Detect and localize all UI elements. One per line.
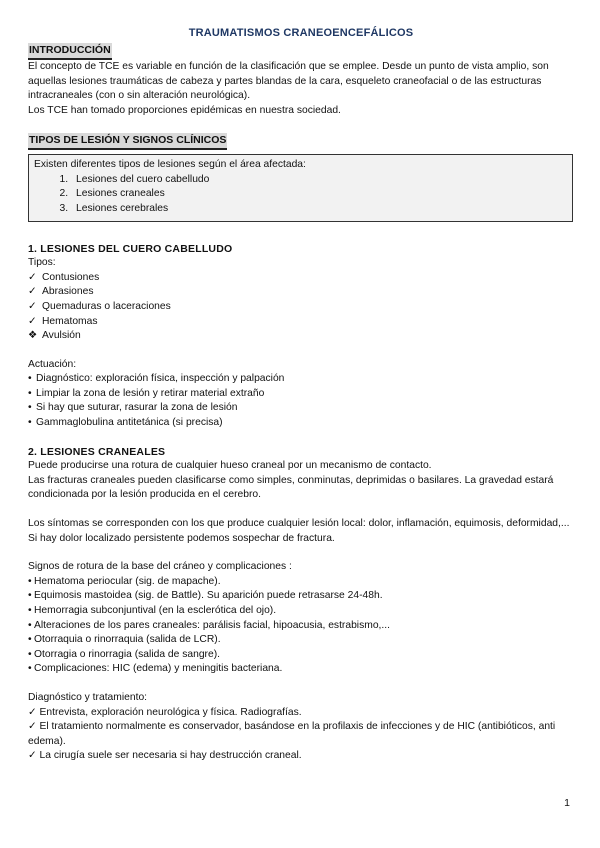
intro-paragraph: El concepto de TCE es variable en función de la clasificación que se emplee. Desde un punto de vista amplio, son aquellas lesiones traumáticas de cabeza y partes blandas de la cara, esqueleto craneofacial o de las estructuras intracraneales (con o sin alteración neurológica). — [28, 61, 549, 102]
scalp-actions-list — [28, 372, 574, 430]
scalp-heading: 1. LESIONES DEL CUERO CABELLUDO — [28, 242, 233, 255]
list-item: ✓ Quemaduras o laceraciones — [28, 300, 574, 315]
list-item: 3. Lesiones cerebrales — [71, 202, 567, 217]
types-box-intro: Existen diferentes tipos de lesiones según el área afectada: — [34, 159, 306, 171]
bullet-icon: • — [28, 417, 32, 429]
scalp-section — [28, 242, 574, 431]
list-item: • Equimosis mastoidea (sig. de Battle). Su aparición puede retrasarse 24-48h. — [28, 589, 574, 604]
bullet-icon: • — [28, 402, 32, 414]
bullet-icon: • — [28, 634, 32, 646]
check-icon: ✓ — [28, 706, 40, 718]
list-item: ❖ Avulsión — [28, 329, 574, 344]
intro-paragraph: Los TCE han tomado proporciones epidémicas en nuestra sociedad. — [28, 104, 341, 116]
bullet-icon: • — [28, 648, 32, 660]
list-item: ✓ Abrasiones — [28, 285, 574, 300]
list-item: • Otorraquia o rinorraquia (salida de LCR). — [28, 633, 574, 648]
check-icon: ✓ — [28, 750, 40, 762]
cranial-section — [28, 445, 574, 764]
list-item: • Diagnóstico: exploración física, inspección y palpación — [28, 372, 574, 387]
list-item: • Gammaglobulina antitetánica (si precisa) — [28, 416, 574, 431]
bullet-icon: • — [28, 575, 32, 587]
list-item: ✓ El tratamiento normalmente es conservador, basándose en la profilaxis de infecciones y de HIC (antibióticos, anti edema). — [28, 721, 556, 747]
list-item: • Hematoma periocular (sig. de mapache). — [28, 575, 574, 590]
types-box — [28, 154, 573, 221]
cranial-treatment-label: Diagnóstico y tratamiento: — [28, 691, 148, 703]
types-section — [28, 133, 574, 222]
list-item: • Complicaciones: HIC (edema) y meningitis bacteriana. — [28, 662, 574, 677]
cranial-paragraph: Puede producirse una rotura de cualquier hueso craneal por un mecanismo de contacto. — [28, 460, 432, 472]
bullet-icon: • — [28, 387, 32, 399]
list-item: ✓ Entrevista, exploración neurológica y física. Radiografías. — [28, 706, 302, 718]
types-heading: TIPOS DE LESIÓN Y SIGNOS CLÍNICOS — [28, 133, 227, 151]
list-item: • Hemorragia subconjuntival (en la esclerótica del ojo). — [28, 604, 574, 619]
cranial-signs-label: Signos de rotura de la base del cráneo y complicaciones : — [28, 561, 292, 573]
list-item: 1. Lesiones del cuero cabelludo — [71, 173, 567, 188]
list-item: ✓ Hematomas — [28, 315, 574, 330]
list-item: ✓ Contusiones — [28, 271, 574, 286]
list-item: ✓ La cirugía suele ser necesaria si hay destrucción craneal. — [28, 750, 302, 762]
bullet-icon: • — [28, 373, 32, 385]
page-number: 1 — [564, 797, 570, 809]
list-item: • Alteraciones de los pares craneales: parálisis facial, hipoacusia, estrabismo,... — [28, 619, 574, 634]
scalp-types-list — [28, 271, 574, 344]
check-icon: ✓ — [28, 300, 37, 312]
check-icon: ✓ — [28, 721, 40, 733]
intro-section — [28, 43, 574, 119]
check-icon: ✓ — [28, 286, 37, 298]
diamond-bullet-icon: ❖ — [28, 330, 38, 342]
scalp-action-label: Actuación: — [28, 358, 77, 370]
bullet-icon: • — [28, 590, 32, 602]
cranial-signs-list — [28, 575, 574, 677]
bullet-icon: • — [28, 605, 32, 616]
cranial-heading: 2. LESIONES CRANEALES — [28, 445, 166, 458]
list-item: 2. Lesiones craneales — [71, 187, 567, 202]
scalp-types-label: Tipos: — [28, 257, 56, 269]
check-icon: ✓ — [28, 271, 37, 283]
cranial-paragraph: Las fracturas craneales pueden clasificarse como simples, conminutas, deprimidas o basilares. La gravedad estará condicionada por la lesión producida en el cerebro. — [28, 474, 554, 501]
list-item: • Si hay que suturar, rasurar la zona de lesión — [28, 401, 574, 416]
list-item: • Limpiar la zona de lesión y retirar material extraño — [28, 387, 574, 402]
cranial-symptoms: Los síntomas se corresponden con los que produce cualquier lesión local: dolor, inflamación, equimosis, deformidad,... Si hay dolor localizado persistente podemos sospechar de fractura. — [28, 518, 570, 544]
bullet-icon: • — [28, 663, 32, 675]
document-page — [28, 26, 574, 764]
list-item: • Otorragia o rinorragia (salida de sangre). — [28, 648, 574, 663]
check-icon: ✓ — [28, 315, 37, 327]
document-title: TRAUMATISMOS CRANEOENCEFÁLICOS — [188, 27, 414, 39]
intro-heading: INTRODUCCIÓN — [28, 43, 112, 61]
types-list — [34, 173, 567, 217]
bullet-icon: • — [28, 619, 32, 631]
